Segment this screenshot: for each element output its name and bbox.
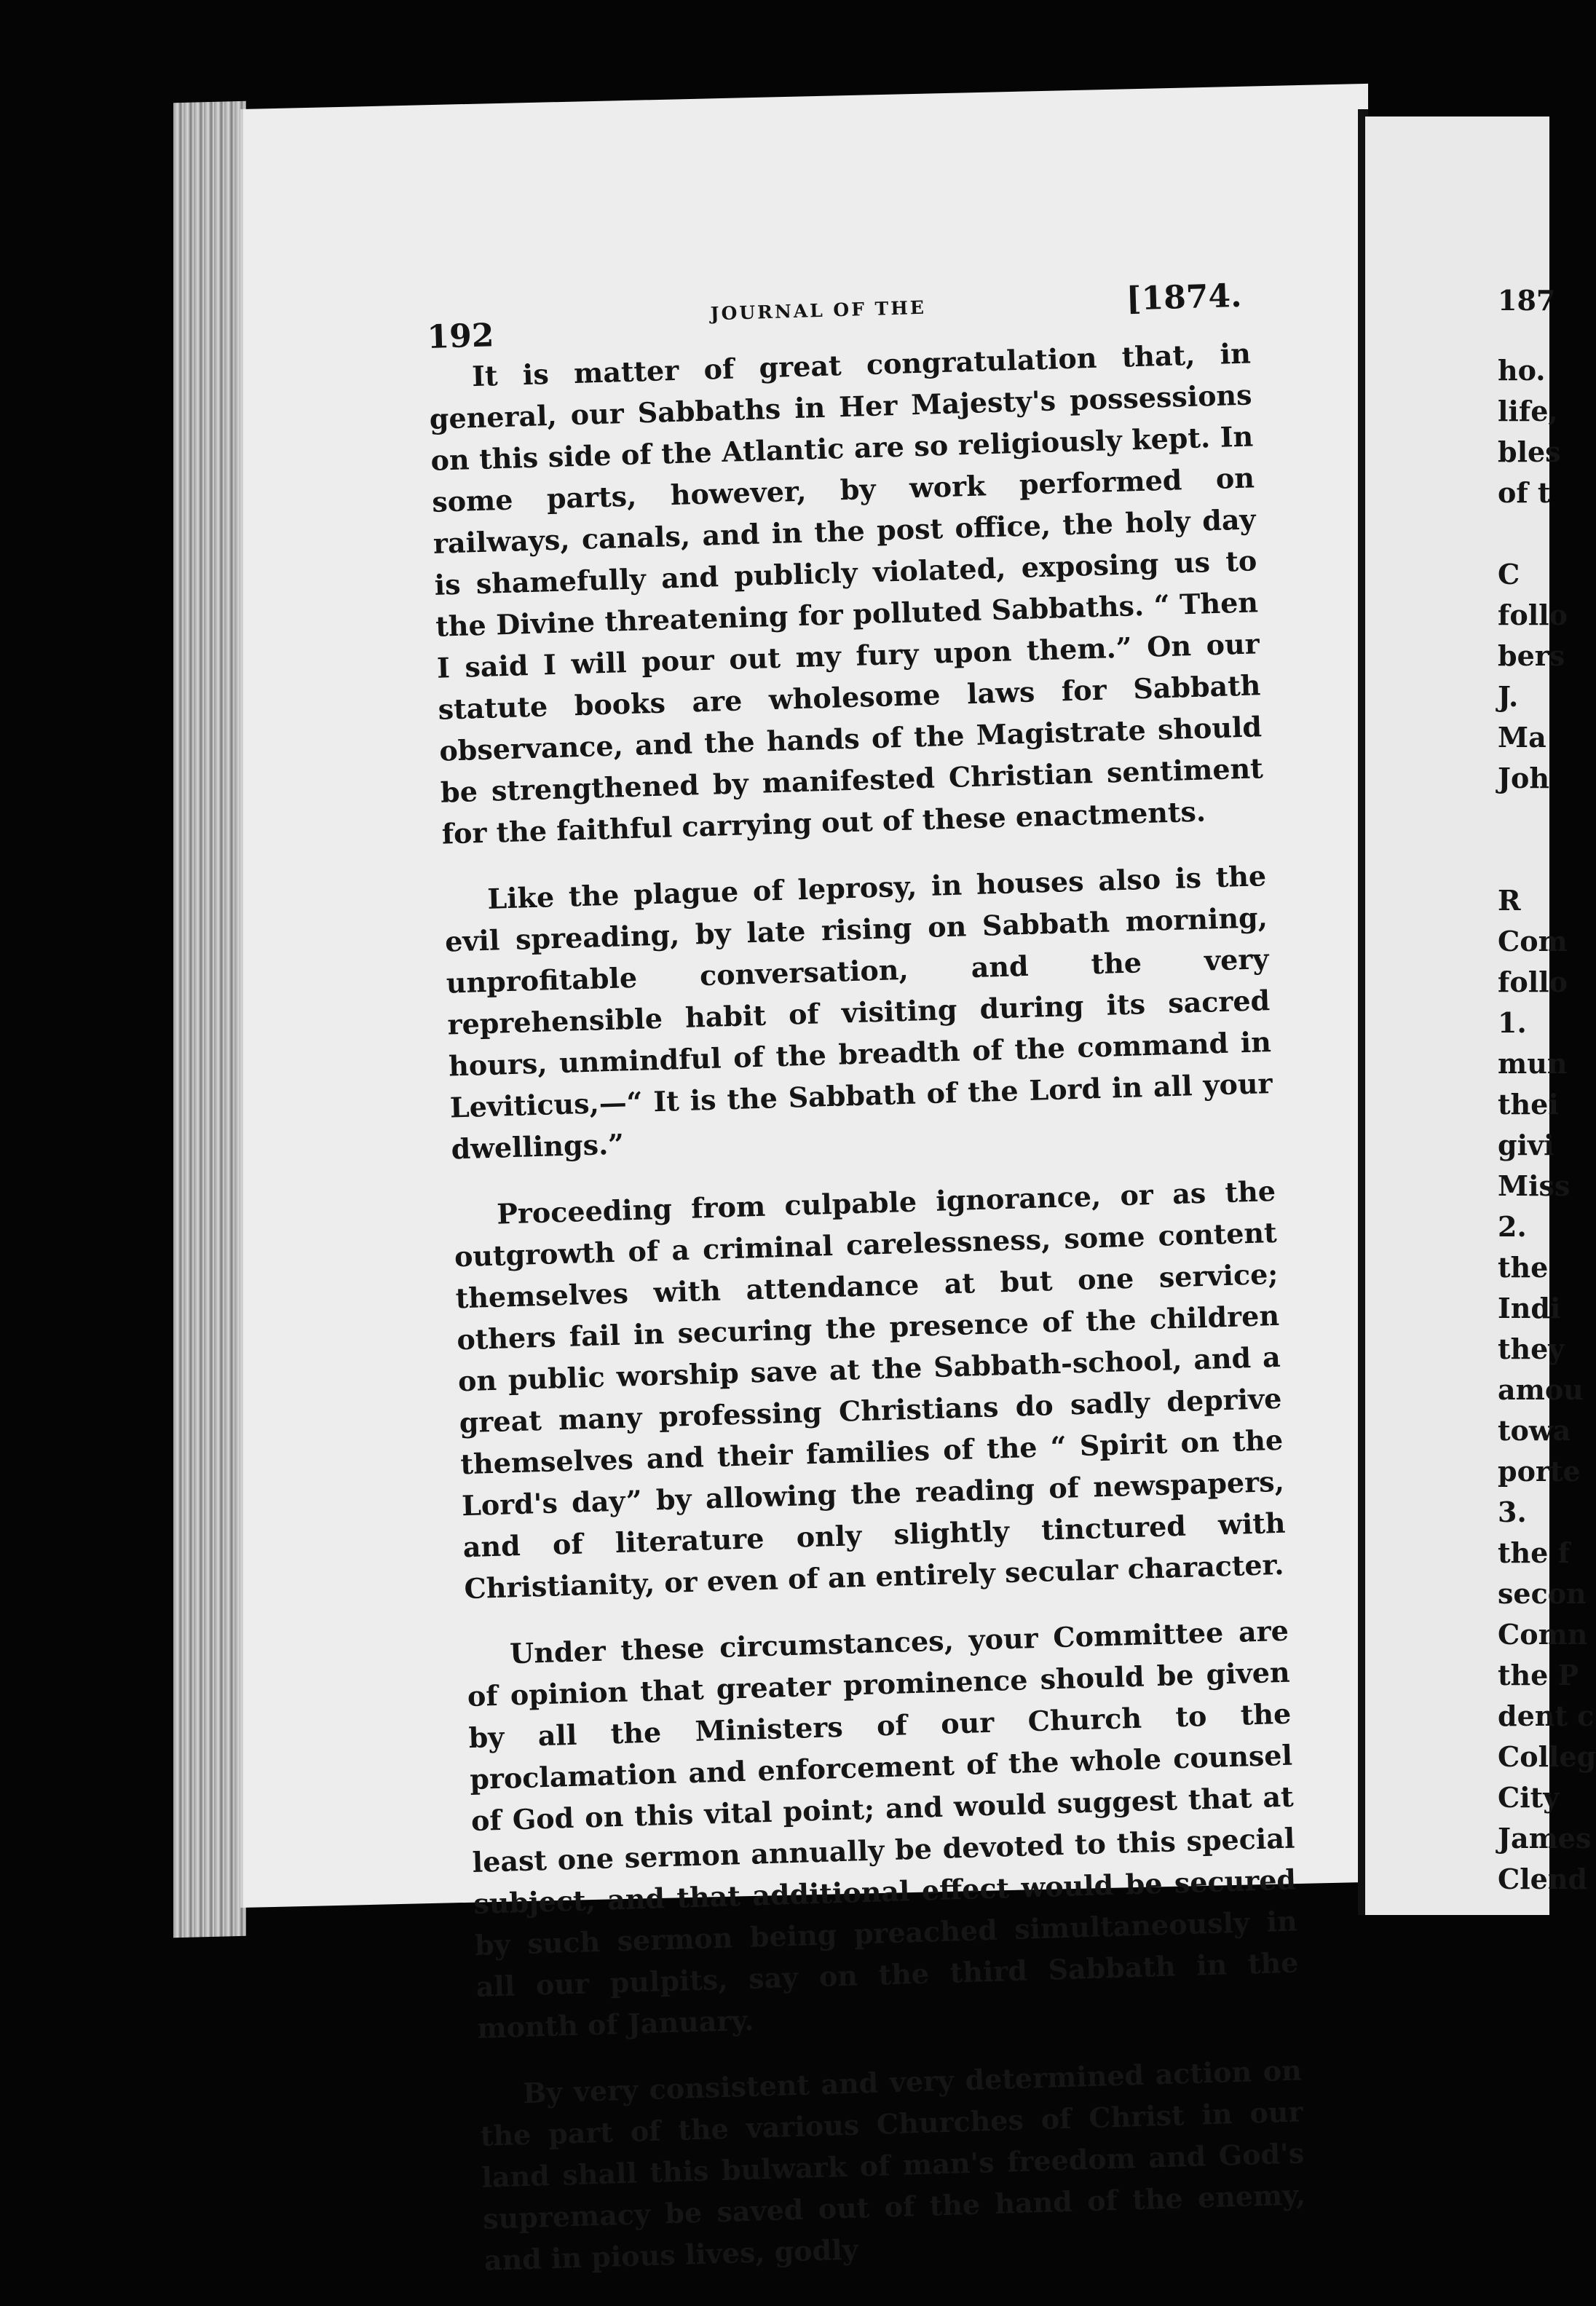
right-line: the P [1498, 1659, 1579, 1691]
page-number: 192 [426, 317, 495, 356]
right-line: mun [1498, 1047, 1568, 1080]
right-line: ho. [1498, 354, 1546, 387]
right-line: bles [1498, 435, 1561, 468]
left-page-text [426, 274, 1308, 2305]
right-line: Ma [1498, 721, 1546, 754]
right-line: J. [1498, 680, 1519, 713]
year-marker: [1874. [1126, 277, 1243, 318]
right-line: James [1498, 1822, 1592, 1855]
right-line: R [1498, 884, 1521, 917]
right-line: Miss [1498, 1169, 1571, 1202]
right-line: givi [1498, 1129, 1554, 1161]
right-line: the f [1498, 1536, 1570, 1569]
right-line: C [1498, 558, 1520, 591]
right-line: life, [1498, 395, 1558, 427]
right-line: 1. [1498, 1006, 1527, 1039]
right-line [1498, 513, 1563, 554]
right-line: thei [1498, 1088, 1559, 1121]
right-line: Clend [1498, 1863, 1588, 1895]
right-line [1498, 799, 1563, 840]
right-line: Comn [1498, 1618, 1588, 1651]
right-line: Indi [1498, 1292, 1561, 1324]
right-line: 3. [1498, 1496, 1527, 1528]
right-line: Joh [1498, 762, 1549, 794]
journal-title: JOURNAL OF THE [710, 296, 927, 325]
right-line: of t [1498, 476, 1551, 509]
right-page-text [1498, 280, 1596, 1900]
right-line: porte [1498, 1455, 1581, 1488]
right-line: 2. [1498, 1210, 1527, 1243]
right-line: secon [1498, 1577, 1587, 1610]
right-line: bers [1498, 639, 1565, 672]
paragraph-determined-action: By very consistent and very determined action on the part of the various Churches of Christ in our land shall this bulwark of man's freedom and God's supremacy be saved out of the hand of the enemy, and in pious lives, godly [480, 2053, 1306, 2277]
paragraph-plague-of-leprosy: Like the plague of leprosy, in houses also is the evil spreading, by late rising on Sabbath morning, unprofitable conversation, and the very reprehensible habit of visiting during its sacred hours, unmindful of the breadth of the command in Leviticus,—“ It is the Sabbath of the Lord in all your dwellings.” [444, 859, 1273, 1166]
right-line: City [1498, 1781, 1560, 1814]
right-line: follo [1498, 599, 1568, 631]
paragraph-committee-opinion: Under these circumstances, your Committee are of opinion that greater prominence should be given by all the Ministers of our Church to the proclamation and enforcement of the whole counsel of God on this vital point; and would suggest that at least one sermon annually be devoted to this special subject, and that additional effect would be secured by such sermon being preached simultaneously in all our pulpits, say on the third Sabbath in the month of January. [467, 1614, 1299, 2045]
right-line: towa [1498, 1414, 1571, 1447]
right-line: amou [1498, 1373, 1584, 1406]
right-line: Colleg [1498, 1740, 1596, 1773]
paragraph-sabbath-congratulation: It is matter of great congratulation that, in general, our Sabbaths in Her Majesty's possessions on this side of the Atlantic are so religiously kept. In some parts, however, by work performed on railways, canals, and in the post office, the holy day is shamefully and publicly violated, exposing us to the Divine threatening for polluted Sabbaths. “ Then I said I will pour out my fury upon them.” On our statute books are wholesome laws for Sabbath observance, and the hands of the Magistrate should be strengthened by manifested Christian sentiment for the faithful carrying out of these enactments. [429, 336, 1264, 850]
right-line: follo [1498, 966, 1568, 998]
page-edges [173, 101, 246, 1938]
right-line: dent c [1498, 1699, 1595, 1732]
right-page-header: 187 [1498, 284, 1556, 317]
right-line: the [1498, 1251, 1549, 1284]
right-line: Com [1498, 925, 1568, 957]
right-line: they [1498, 1332, 1565, 1365]
paragraph-culpable-ignorance: Proceeding from culpable ignorance, or as the outgrowth of a criminal carelessness, some content themselves with attendance at but one service; others fail in securing the presence of the children on public worship save at the Sabbath-school, and a great many professing Christians do sadly deprive themselves and their families of the “ Spirit on the Lord's day” by allowing the reading of newspapers, and of literature only slightly tinctured with Christianity, or even of an entirely secular character. [454, 1174, 1287, 1606]
right-line [1498, 840, 1563, 880]
